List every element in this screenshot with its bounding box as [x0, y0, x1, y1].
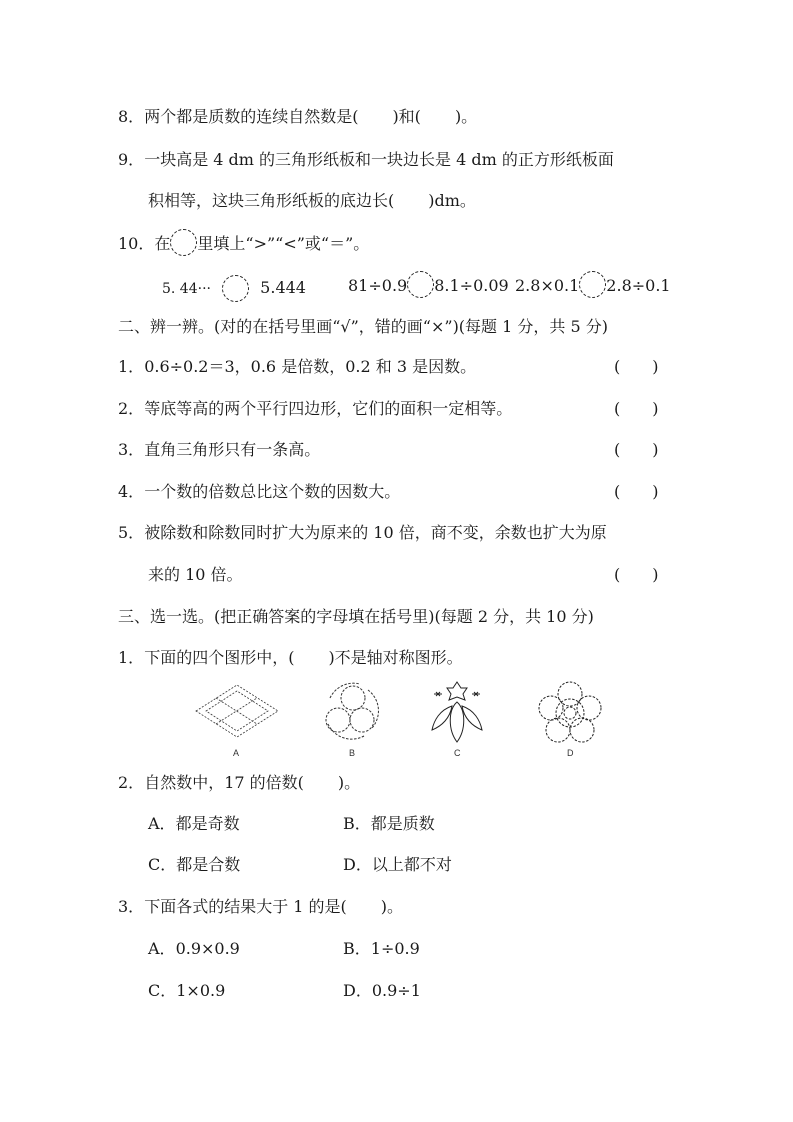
judge-item-5-line-2: 来的 10 倍。 [148, 565, 243, 584]
option-b[interactable] [343, 814, 435, 834]
figure-label-c: C [454, 748, 461, 758]
question-text: 两个都是质数的连续自然数是( [144, 107, 359, 126]
question-text: 在 [154, 234, 171, 253]
judge-item-3 [118, 440, 320, 460]
option-label: B． [343, 939, 371, 958]
section-2-header: 二、辨一辨。(对的在括号里画“√”，错的画“×”)(每题 1 分，共 5 分) [118, 317, 608, 336]
choice-question-1 [118, 648, 463, 668]
option-text: 0.9÷1 [371, 981, 421, 1000]
option-text: 以上都不对 [371, 855, 452, 874]
question-text: 被除数和除数同时扩大为原来的 10 倍，商不变，余数也扩大为原 [144, 523, 607, 542]
choice-question-2 [118, 773, 360, 793]
option-label: C． [148, 981, 177, 1000]
question-text: )dm。 [428, 191, 476, 210]
question-text: 里填上“>”“<”或“＝”。 [197, 234, 370, 253]
question-text: )和( [392, 107, 421, 126]
question-number: 4． [118, 482, 145, 501]
question-text: )不是轴对称图形。 [328, 648, 463, 667]
option-text: 都是质数 [370, 814, 435, 833]
expr-right: 8.1÷0.09 [434, 276, 509, 295]
option-text: 都是合数 [176, 855, 241, 874]
figure-label-b: B [349, 748, 356, 758]
question-number: 1． [118, 648, 145, 667]
question-9-line-1 [118, 150, 614, 170]
answer-paren-1[interactable]: ( ) [614, 357, 659, 376]
option-label: A． [148, 814, 176, 833]
option-label: D． [343, 981, 372, 1000]
option-d[interactable] [343, 855, 452, 875]
leaf-plant-figure [424, 680, 490, 744]
figure-label-a: A [233, 748, 240, 758]
option-text: 都是奇数 [175, 814, 240, 833]
triple-swirl-figure [320, 680, 382, 742]
answer-paren-5[interactable]: ( ) [614, 565, 659, 584]
question-8 [118, 107, 477, 127]
comparison-2 [348, 275, 509, 298]
option-a[interactable] [148, 814, 240, 834]
question-text: 积相等，这块三角形纸板的底边长( [148, 191, 395, 210]
question-number: 2． [118, 399, 145, 418]
expr-right: 2.8÷0.1 [606, 276, 671, 295]
question-number: 3． [118, 897, 145, 916]
circle-icon [170, 229, 197, 256]
question-text: 0.6÷0.2＝3，0.6 是倍数，0.2 和 3 是因数。 [144, 357, 477, 376]
question-text: 一块高是 4 dm 的三角形纸板和一块边长是 4 dm 的正方形纸板面 [144, 150, 614, 169]
judge-item-2 [118, 399, 512, 419]
question-number: 8． [118, 107, 145, 126]
option-label: A． [148, 939, 176, 958]
answer-paren-2[interactable]: ( ) [614, 399, 659, 418]
question-number: 1． [118, 357, 145, 376]
option-c[interactable] [148, 855, 240, 875]
choice-question-3 [118, 897, 403, 917]
question-text: 等底等高的两个平行四边形，它们的面积一定相等。 [144, 399, 513, 418]
option-text: 1×0.9 [176, 981, 226, 1000]
question-number: 10． [118, 234, 155, 253]
question-number: 5． [118, 523, 145, 542]
judge-item-4 [118, 482, 400, 502]
answer-paren-3[interactable]: ( ) [614, 440, 659, 459]
question-number: 3． [118, 440, 145, 459]
question-9-line-2 [148, 191, 476, 211]
expr-left: 81÷0.9 [348, 276, 408, 295]
section-3-header: 三、选一选。(把正确答案的字母填在括号里)(每题 2 分，共 10 分) [118, 607, 594, 626]
question-text: )。 [380, 897, 404, 916]
option-label: B． [343, 814, 371, 833]
option-a[interactable] [148, 939, 240, 959]
figure-label-d: D [567, 748, 574, 758]
question-text: 下面各式的结果大于 1 的是( [144, 897, 347, 916]
question-text: 一个数的倍数总比这个数的因数大。 [144, 482, 401, 501]
option-label: C． [148, 855, 177, 874]
judge-item-5 [118, 523, 607, 543]
comparison-circle-input[interactable] [579, 271, 606, 298]
option-d[interactable] [343, 981, 421, 1001]
question-number: 9． [118, 150, 145, 169]
rhombus-grid-figure [194, 683, 280, 739]
comparison-circle-input[interactable] [222, 275, 249, 302]
answer-paren-4[interactable]: ( ) [614, 482, 659, 501]
expr-right: 5.444 [260, 278, 306, 297]
option-b[interactable] [343, 939, 420, 959]
comparison-1 [162, 275, 306, 302]
question-text: 下面的四个图形中，( [144, 648, 295, 667]
judge-item-1 [118, 357, 476, 377]
question-number: 2． [118, 773, 145, 792]
comparison-circle-input[interactable] [407, 271, 434, 298]
option-text: 0.9×0.9 [175, 939, 240, 958]
question-text: 自然数中，17 的倍数( [144, 773, 304, 792]
question-text: 直角三角形只有一条高。 [144, 440, 321, 459]
option-label: D． [343, 855, 372, 874]
plum-blossom-figure [537, 680, 603, 744]
question-text: )。 [337, 773, 361, 792]
question-10 [118, 233, 369, 256]
expr-left: 2.8×0.1 [515, 276, 580, 295]
option-c[interactable] [148, 981, 225, 1001]
comparison-3 [515, 275, 671, 298]
question-text: )。 [454, 107, 478, 126]
option-text: 1÷0.9 [370, 939, 420, 958]
expr-left: 5. 44··· [162, 281, 211, 297]
